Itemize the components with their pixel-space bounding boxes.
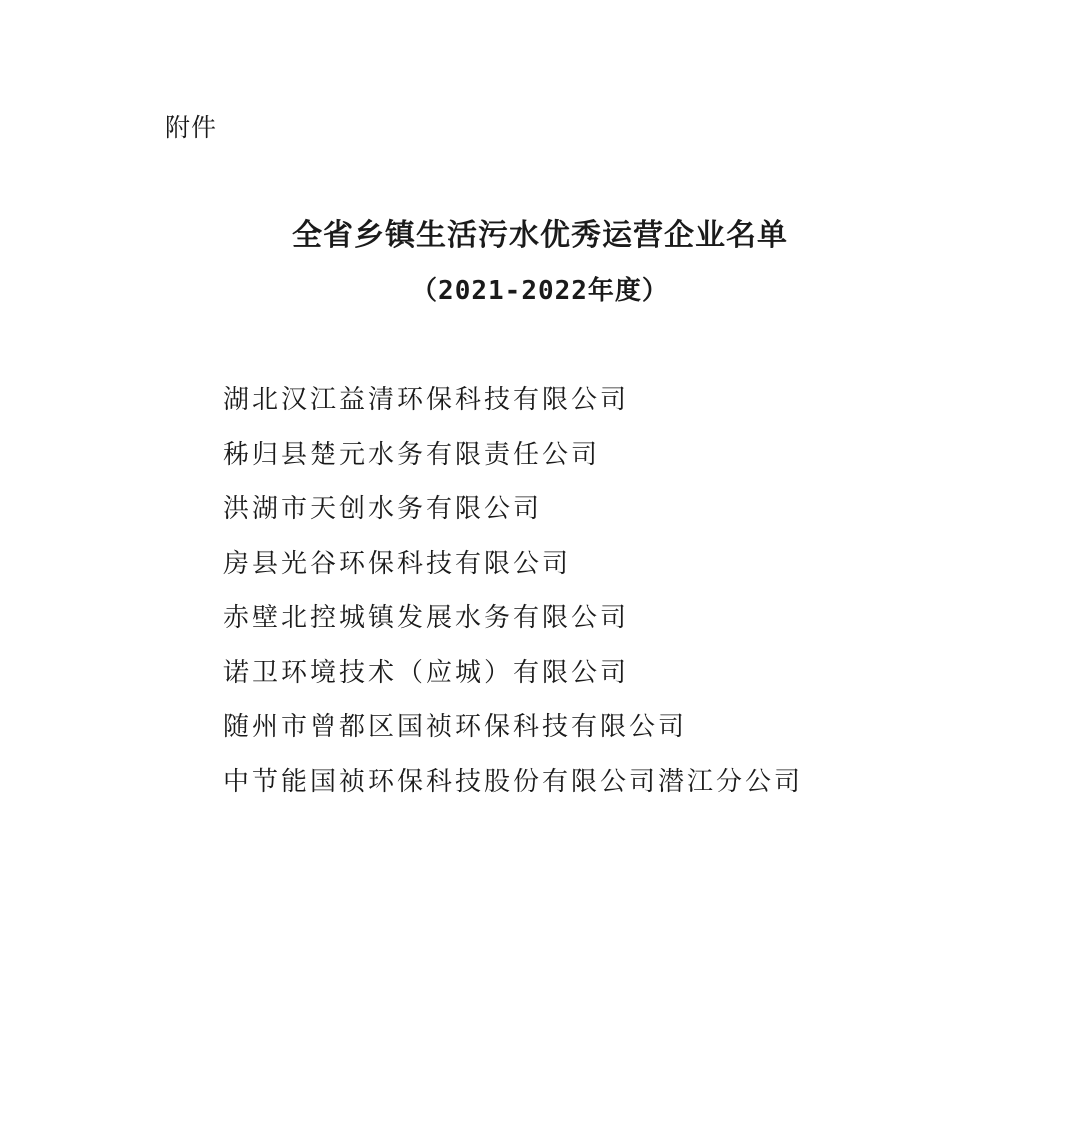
company-item: 湖北汉江益清环保科技有限公司 <box>223 385 630 415</box>
company-item: 随州市曾都区国祯环保科技有限公司 <box>223 712 688 742</box>
company-item: 赤壁北控城镇发展水务有限公司 <box>223 603 630 633</box>
company-item: 洪湖市天创水务有限公司 <box>223 494 543 524</box>
document-subtitle: （2021-2022年度） <box>411 276 669 306</box>
attachment-label: 附件 <box>165 113 218 142</box>
company-item: 中节能国祯环保科技股份有限公司潜江分公司 <box>223 766 804 797</box>
company-list <box>223 380 803 816</box>
company-item: 秭归县楚元水务有限责任公司 <box>223 439 601 470</box>
company-item: 诺卫环境技术（应城）有限公司 <box>223 657 630 688</box>
document-title: 全省乡镇生活污水优秀运营企业名单 <box>292 218 788 253</box>
company-item: 房县光谷环保科技有限公司 <box>223 548 572 579</box>
